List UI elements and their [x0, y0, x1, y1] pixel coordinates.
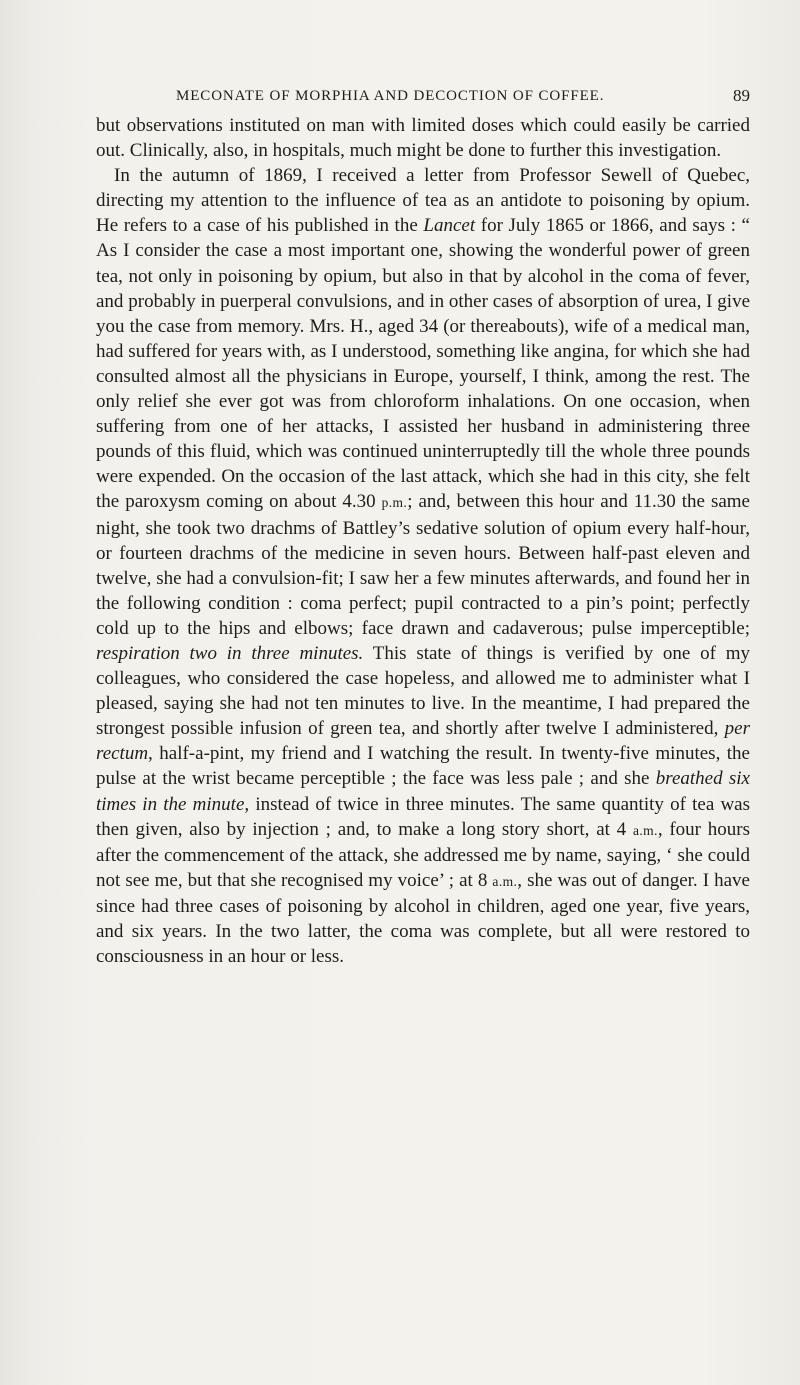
text-run: , she was out of danger. I have since had three cases of poisoning by alcohol in children, aged one year, five years, and six years. In the two latter, the coma was complete, but all were restored to consciousness in an hour or less. — [96, 869, 750, 968]
text-run: This state of things is verified by one of my colleagues, who considered the case hopeless, and allowed me to administer what I pleased, saying she had not ten minutes to live. In the meantime, I had prepared the strongest possible infusion of green tea, and shortly after twelve I administered, — [96, 642, 750, 740]
emphasis-per-rectum: per rectum, — [96, 718, 750, 765]
emphasis-respiration: respiration two in three minutes. — [96, 642, 364, 664]
text-run: , four hours after the commencement of the attack, she addressed me by name, saying, ‘ she could not see me, but that she recognised my voice’ ; at 8 — [96, 818, 750, 891]
page-number: 89 — [733, 86, 750, 105]
running-title: MECONATE OF MORPHIA AND DECOCTION OF COFFEE. — [176, 88, 605, 104]
paragraph-sewell-letter — [96, 163, 750, 969]
time-abbrev-pm: p.m. — [381, 495, 408, 511]
page-header — [176, 88, 750, 110]
text-run: half-a-pint, my friend and I watching the result. In twenty-five minutes, the pulse at the wrist became perceptible ; the face was less pale ; and she — [96, 743, 750, 790]
text-run: instead of twice in three minutes. The same quantity of tea was then given, also by injection ; and, to make a long story short, at 4 — [96, 793, 750, 840]
paragraph-continuation: but observations instituted on man with limited doses which could easily be carried out. Clinically, also, in hospitals, much might be done to further this investigation. — [96, 115, 750, 162]
text-run: for July 1865 or 1866, and says : “ As I consider the case a most important one, showing the wonderful power of green tea, not only in poisoning by opium, but also in that by alcohol in the coma of fever, and probably in puerperal convulsions, and in other cases of absorption of urea, I give you the case from memory. Mrs. H., aged 34 (or thereabouts), wife of a medical man, had suffered for years with, as I understood, something like angina, for which she had consulted almost all the physicians in Europe, yourself, I think, among the rest. The only relief she ever got was from chloroform inhalations. On one occasion, when suffering from one of her attacks, I assisted her husband in administering three pounds of this fluid, which was continued uninterruptedly till the whole three pounds were expended. On the occasion of the last attack, which she had in this city, she felt the paroxysm coming on about 4.30 — [96, 215, 750, 513]
text-run: In the autumn of 1869, I received a letter from Professor Sewell of Quebec, directing my attention to the influence of tea as an antidote to poisoning by opium. He refers to a case of his published in the — [96, 165, 750, 237]
journal-title-lancet: Lancet — [423, 215, 476, 237]
body-text — [96, 113, 750, 969]
time-abbrev-am: a.m. — [492, 873, 518, 889]
time-abbrev-am: a.m. — [632, 822, 658, 838]
emphasis-breathed: breathed six times in the minute, — [96, 768, 750, 815]
text-run: ; and, between this hour and 11.30 the same night, she took two drachms of Battley’s sedative solution of opium every half-hour, or fourteen drachms of the medicine in seven hours. Between half-past eleven and twelve, she had a convulsion-fit; I saw her a few minutes afterwards, and found her in the following condition : coma perfect; pupil contracted to a pin’s point; perfectly cold up to the hips and elbows; face drawn and cadaverous; pulse imperceptible; — [96, 491, 750, 639]
